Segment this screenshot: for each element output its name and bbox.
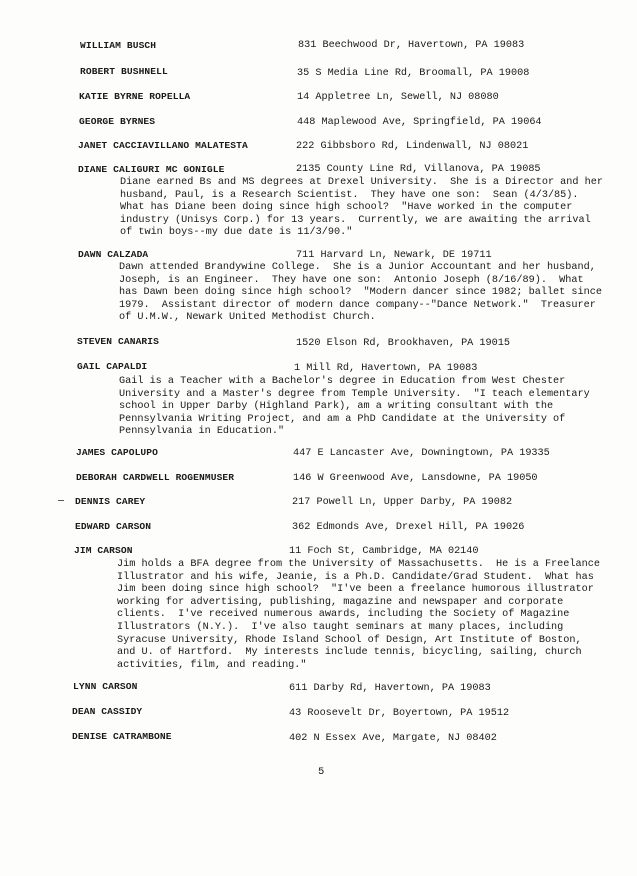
- person-address: 711 Harvard Ln, Newark, DE 19711: [296, 250, 492, 261]
- person-name: STEVEN CANARIS: [77, 336, 160, 347]
- person-name: DAWN CALZADA: [78, 249, 149, 260]
- person-name: WILLIAM BUSCH: [80, 40, 157, 51]
- person-address: 362 Edmonds Ave, Drexel Hill, PA 19026: [292, 522, 525, 533]
- person-name: JIM CARSON: [74, 545, 133, 556]
- person-address: 35 S Media Line Rd, Broomall, PA 19008: [297, 68, 530, 79]
- page-number: 5: [318, 766, 325, 778]
- person-name: JAMES CAPOLUPO: [76, 447, 159, 458]
- person-name: DEAN CASSIDY: [72, 706, 143, 717]
- person-name: DENNIS CAREY: [75, 496, 146, 507]
- person-bio: Jim holds a BFA degree from the University of Massachusetts. He is a Freelance Illustrator and his wife, Jeanie, is a Ph.D. Candidate/Grad Student. What has Jim been doing since high school? "I've been a freelance humorous illustrator working for advertising, publishing, magazine and newspaper and corporate clients. I've received numerous awards, including the Society of Magazine Illustrators (N.Y.). I've also taught seminars at many places, including Syracuse University, Rhode Island School of Design, Art Institute of Boston, and U. of Hartford. My interests include tennis, bicycling, sailing, church activities, film, and reading.": [117, 559, 600, 671]
- person-address: 146 W Greenwood Ave, Lansdowne, PA 19050: [293, 473, 538, 484]
- person-name: DEBORAH CARDWELL ROGENMUSER: [76, 472, 235, 483]
- person-address: 611 Darby Rd, Havertown, PA 19083: [289, 683, 491, 694]
- person-address: 1 Mill Rd, Havertown, PA 19083: [294, 363, 478, 374]
- person-address: 43 Roosevelt Dr, Boyertown, PA 19512: [289, 708, 510, 719]
- person-name: JANET CACCIAVILLANO MALATESTA: [78, 140, 248, 151]
- margin-mark: [58, 500, 64, 501]
- person-bio: Gail is a Teacher with a Bachelor's degree in Education from West Chester University and a Master's degree from Temple University. "I teach elementary school in Upper Darby (Highland Park), am a writing consultant with the Pennsylvania Writing Project, and am a PhD Candidate at the University of Pennsylvania in Education.": [119, 376, 590, 438]
- person-address: 217 Powell Ln, Upper Darby, PA 19082: [292, 497, 513, 508]
- person-name: GEORGE BYRNES: [79, 116, 156, 127]
- person-name: GAIL CAPALDI: [77, 361, 148, 372]
- person-address: 447 E Lancaster Ave, Downingtown, PA 19335: [293, 448, 550, 459]
- person-address: 831 Beechwood Dr, Havertown, PA 19083: [298, 40, 525, 51]
- person-address: 11 Foch St, Cambridge, MA 02140: [289, 546, 479, 557]
- person-name: EDWARD CARSON: [75, 521, 152, 532]
- person-name: LYNN CARSON: [73, 681, 138, 692]
- person-name: DENISE CATRAMBONE: [72, 731, 172, 742]
- person-name: DIANE CALIGURI MC GONIGLE: [78, 164, 225, 175]
- person-bio: Dawn attended Brandywine College. She is a Junior Accountant and her husband, Joseph, is an Engineer. They have one son: Antonio Joseph (8/16/89). What has Dawn been doing since high school? "Modern dancer since 1982; ballet since 1979. Assistant director of modern dance company--"Dance Network." Treasurer of U.M.W., Newark United Methodist Church.: [119, 262, 602, 324]
- person-address: 448 Maplewood Ave, Springfield, PA 19064: [297, 117, 542, 128]
- person-bio: Diane earned Bs and MS degrees at Drexel University. She is a Director and her husband, Paul, is a Research Scientist. They have one son: Sean (4/3/85). What has Diane been doing since high school? "Have worked in the computer industry (Unisys Corp.) for 13 years. Currently, we are awaiting the arrival of twin boys--my due date is 11/3/90.": [120, 177, 603, 239]
- person-address: 14 Appletree Ln, Sewell, NJ 08080: [297, 92, 499, 103]
- person-address: 402 N Essex Ave, Margate, NJ 08402: [289, 733, 497, 744]
- person-address: 2135 County Line Rd, Villanova, PA 19085: [296, 164, 541, 175]
- person-address: 1520 Elson Rd, Brookhaven, PA 19015: [296, 338, 510, 349]
- person-name: ROBERT BUSHNELL: [80, 66, 168, 77]
- person-name: KATIE BYRNE ROPELLA: [79, 91, 191, 102]
- person-address: 222 Gibbsboro Rd, Lindenwall, NJ 08021: [296, 141, 529, 152]
